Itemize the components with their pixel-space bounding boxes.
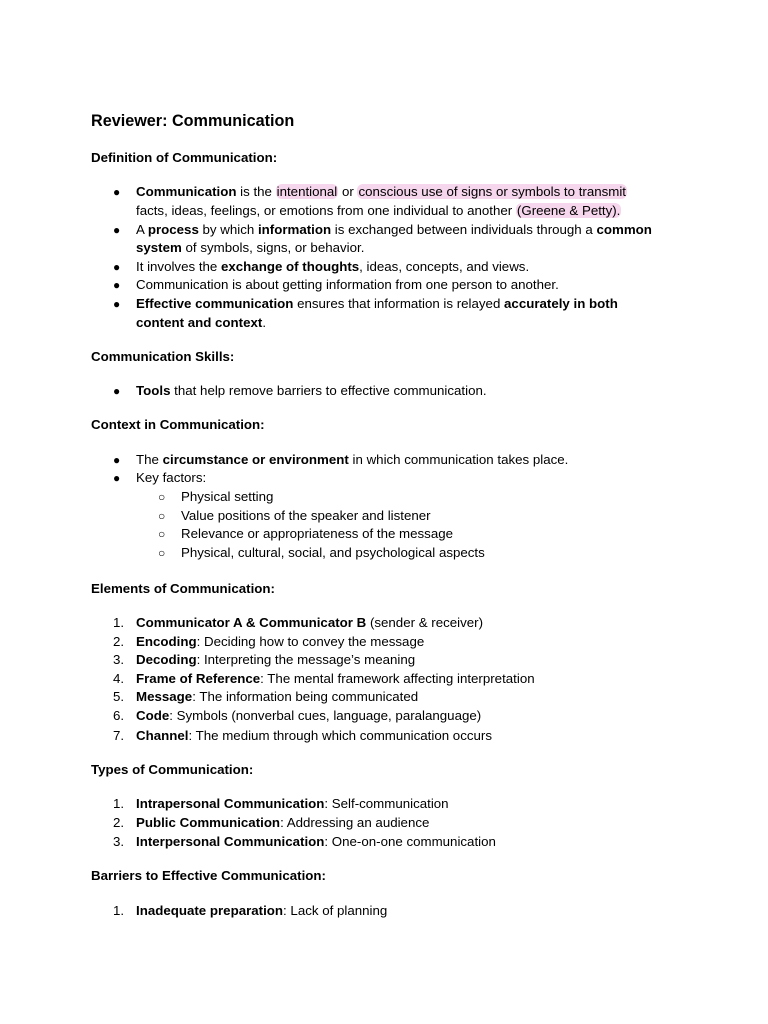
context-sub-item: Physical, cultural, social, and psychological aspects [181, 545, 485, 560]
types-heading: Types of Communication: [91, 762, 254, 777]
barriers-heading: Barriers to Effective Communication: [91, 868, 326, 883]
highlight-mark: conscious use of signs or symbols to transmit [358, 184, 627, 199]
context-bullet-1: The circumstance or environment in which communication takes place. [136, 452, 569, 467]
definition-bullet-2-line-1: A process by which information is exchanged between individuals through a common [136, 222, 652, 237]
sub-bullet-icon: ○ [158, 490, 166, 504]
skills-bullet-1: Tools that help remove barriers to effective communication. [136, 383, 487, 398]
barriers-item: Inadequate preparation: Lack of planning [136, 903, 388, 918]
list-number: 5. [113, 689, 125, 704]
bullet-icon: ● [113, 260, 121, 274]
bullet-icon: ● [113, 185, 121, 199]
definition-heading: Definition of Communication: [91, 150, 278, 165]
bullet-icon: ● [113, 297, 121, 311]
bullet-icon: ● [113, 471, 121, 485]
sub-bullet-icon: ○ [158, 509, 166, 523]
list-number: 4. [113, 671, 125, 686]
context-sub-item: Relevance or appropriateness of the message [181, 526, 454, 541]
document-title: Reviewer: Communication [91, 112, 295, 130]
elements-item: Message: The information being communicated [136, 689, 419, 704]
bullet-icon: ● [113, 384, 121, 398]
sub-bullet-icon: ○ [158, 546, 166, 560]
list-number: 2. [113, 815, 125, 830]
highlight-mark: intentional [276, 184, 338, 199]
definition-bullet-1-line-1: Communication is the intentional or conscious use of signs or symbols to transmit [136, 184, 627, 199]
definition-bullet-5-line-2: content and context. [136, 315, 267, 330]
list-number: 1. [113, 903, 125, 918]
highlight-mark: (Greene & Petty). [516, 203, 621, 218]
types-item: Public Communication: Addressing an audience [136, 815, 430, 830]
bullet-icon: ● [113, 453, 121, 467]
elements-item: Code: Symbols (nonverbal cues, language, paralanguage) [136, 708, 482, 723]
definition-bullet-2-line-2: system of symbols, signs, or behavior. [136, 240, 365, 255]
sub-bullet-icon: ○ [158, 527, 166, 541]
context-heading: Context in Communication: [91, 417, 265, 432]
definition-bullet-5-line-1: Effective communication ensures that information is relayed accurately in both [136, 296, 618, 311]
bullet-icon: ● [113, 223, 121, 237]
elements-item: Decoding: Interpreting the message’s meaning [136, 652, 416, 667]
bullet-icon: ● [113, 278, 121, 292]
context-sub-item: Value positions of the speaker and listener [181, 508, 431, 523]
list-number: 3. [113, 652, 125, 667]
definition-bullet-4: Communication is about getting information from one person to another. [136, 277, 559, 292]
context-bullet-2: Key factors: [136, 470, 207, 485]
types-item: Interpersonal Communication: One-on-one communication [136, 834, 496, 849]
elements-item: Channel: The medium through which communication occurs [136, 728, 492, 743]
list-number: 2. [113, 634, 125, 649]
list-number: 3. [113, 834, 125, 849]
skills-heading: Communication Skills: [91, 349, 235, 364]
list-number: 6. [113, 708, 125, 723]
list-number: 1. [113, 615, 125, 630]
list-number: 1. [113, 796, 125, 811]
list-number: 7. [113, 728, 125, 743]
definition-bullet-3: It involves the exchange of thoughts, ideas, concepts, and views. [136, 259, 530, 274]
context-sub-item: Physical setting [181, 489, 274, 504]
types-item: Intrapersonal Communication: Self-communication [136, 796, 449, 811]
definition-bullet-1-line-2: facts, ideas, feelings, or emotions from one individual to another (Greene & Petty). [136, 203, 621, 218]
elements-heading: Elements of Communication: [91, 581, 275, 596]
elements-item: Communicator A & Communicator B (sender & receiver) [136, 615, 484, 630]
elements-item: Encoding: Deciding how to convey the message [136, 634, 425, 649]
elements-item: Frame of Reference: The mental framework affecting interpretation [136, 671, 535, 686]
